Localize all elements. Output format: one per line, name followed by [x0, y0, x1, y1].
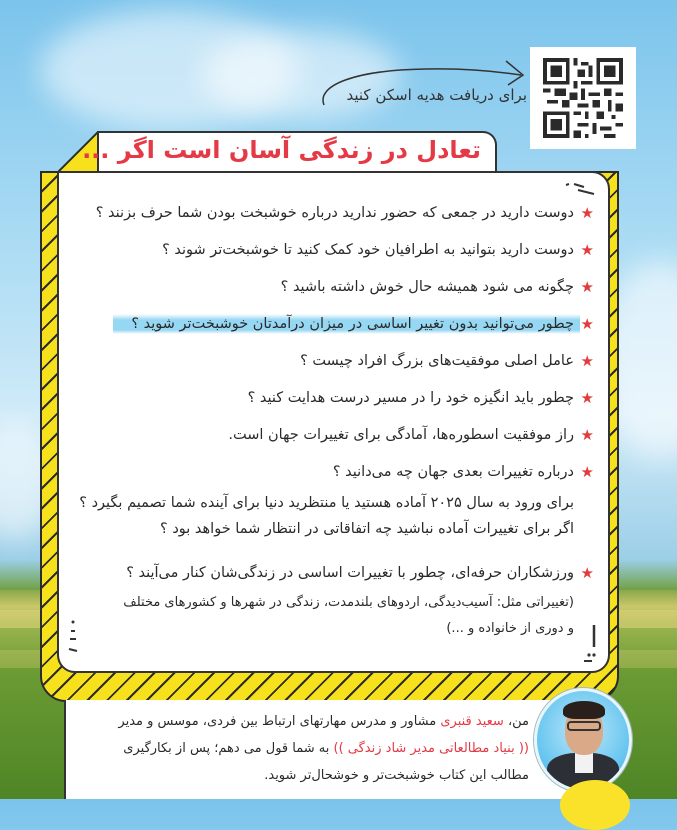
star-bullet-icon: ★: [580, 426, 594, 444]
questions-box: [57, 171, 610, 673]
question-text: چگونه می شود همیشه حال خوش داشته باشید ؟: [280, 279, 574, 295]
author-bio-line1: مشاور و مدرس مهارتهای ارتباط بین فردی، موسس و مدیر: [118, 714, 441, 729]
list-item-highlighted: [74, 314, 594, 334]
list-item: [74, 351, 594, 371]
question-text: چطور باید انگیزه خود را در مسیر درست هدایت کنید ؟: [247, 390, 574, 406]
list-item: [74, 203, 594, 223]
author-avatar: [534, 688, 632, 792]
star-bullet-icon: ★: [580, 352, 594, 370]
qr-code-icon: [541, 58, 625, 138]
author-bio-line3: مطالب این کتاب خوشبخت‌تر و خوشحال‌تر شوید.: [264, 768, 529, 783]
glasses-icon: [567, 721, 601, 731]
question-list: [74, 203, 594, 656]
organization-name: (( بنیاد مطالعاتی مدیر شاد زندگی )): [333, 741, 529, 756]
dash-decoration-icon: [564, 181, 598, 201]
list-item-athletes: [74, 563, 594, 639]
qr-code[interactable]: [530, 47, 636, 149]
star-bullet-icon: ★: [580, 241, 594, 259]
list-item: [74, 240, 594, 260]
list-item-changes: [74, 462, 594, 539]
page-title: تعادل در زندگی آسان است اگر ...: [82, 136, 481, 164]
question-text: دوست دارید در جمعی که حضور ندارید درباره خوشبخت بودن شما حرف بزنند ؟: [95, 205, 574, 221]
question-subline: اگر برای تغییرات آماده نباشید چه اتفاقاتی در انتظار شما خواهد بود ؟: [160, 521, 574, 537]
list-item: [74, 277, 594, 297]
question-text: راز موفقیت اسطوره‌ها، آمادگی برای تغییرات جهان است.: [228, 427, 574, 443]
list-item: [74, 425, 594, 445]
star-bullet-icon: ★: [580, 389, 594, 407]
star-bullet-icon: ★: [580, 315, 594, 333]
question-text: عامل اصلی موفقیت‌های بزرگ افراد چیست ؟: [300, 353, 574, 369]
question-text: دوست دارید بتوانید به اطرافیان خود کمک کنید تا خوشبخت‌تر شوند ؟: [162, 242, 574, 258]
author-prefix: من،: [503, 714, 529, 729]
title-tab: [82, 131, 497, 173]
question-subline: برای ورود به سال ۲۰۲۵ آماده هستید یا منتظرید دنیا برای آینده شما تصمیم بگیرد ؟: [79, 495, 574, 511]
star-bullet-icon: ★: [580, 278, 594, 296]
author-bio-line2: به شما قول می دهم؛ پس از بکارگیری: [123, 741, 334, 756]
yellow-circle-decoration: [560, 780, 630, 830]
question-text: درباره تغییرات بعدی جهان چه می‌دانید ؟: [332, 464, 574, 480]
question-note: (تغییراتی مثل: آسیب‌دیدگی، اردوهای بلندمدت، زندگی در شهرها و کشورهای مختلف: [123, 595, 574, 610]
question-text: ورزشکاران حرفه‌ای، چطور با تغییرات اساسی در زندگی‌شان کنار می‌آیند ؟: [126, 565, 574, 581]
author-panel: [64, 700, 611, 799]
star-bullet-icon: ★: [580, 564, 594, 582]
dash-decoration-icon: [67, 619, 79, 657]
question-note: و دوری از خانواده و ...): [446, 621, 574, 636]
question-text: چطور می‌توانید بدون تغییر اساسی در میزان درآمدتان خوشبخت‌تر شوید ؟: [113, 314, 580, 334]
scan-for-gift-label: برای دریافت هدیه اسکن کنید: [346, 86, 527, 104]
author-bio: [79, 708, 529, 789]
exclamation-decoration-icon: [584, 623, 598, 663]
star-bullet-icon: ★: [580, 204, 594, 222]
star-bullet-icon: ★: [580, 463, 594, 481]
list-item: [74, 388, 594, 408]
author-name: سعید قنبری: [440, 714, 504, 729]
